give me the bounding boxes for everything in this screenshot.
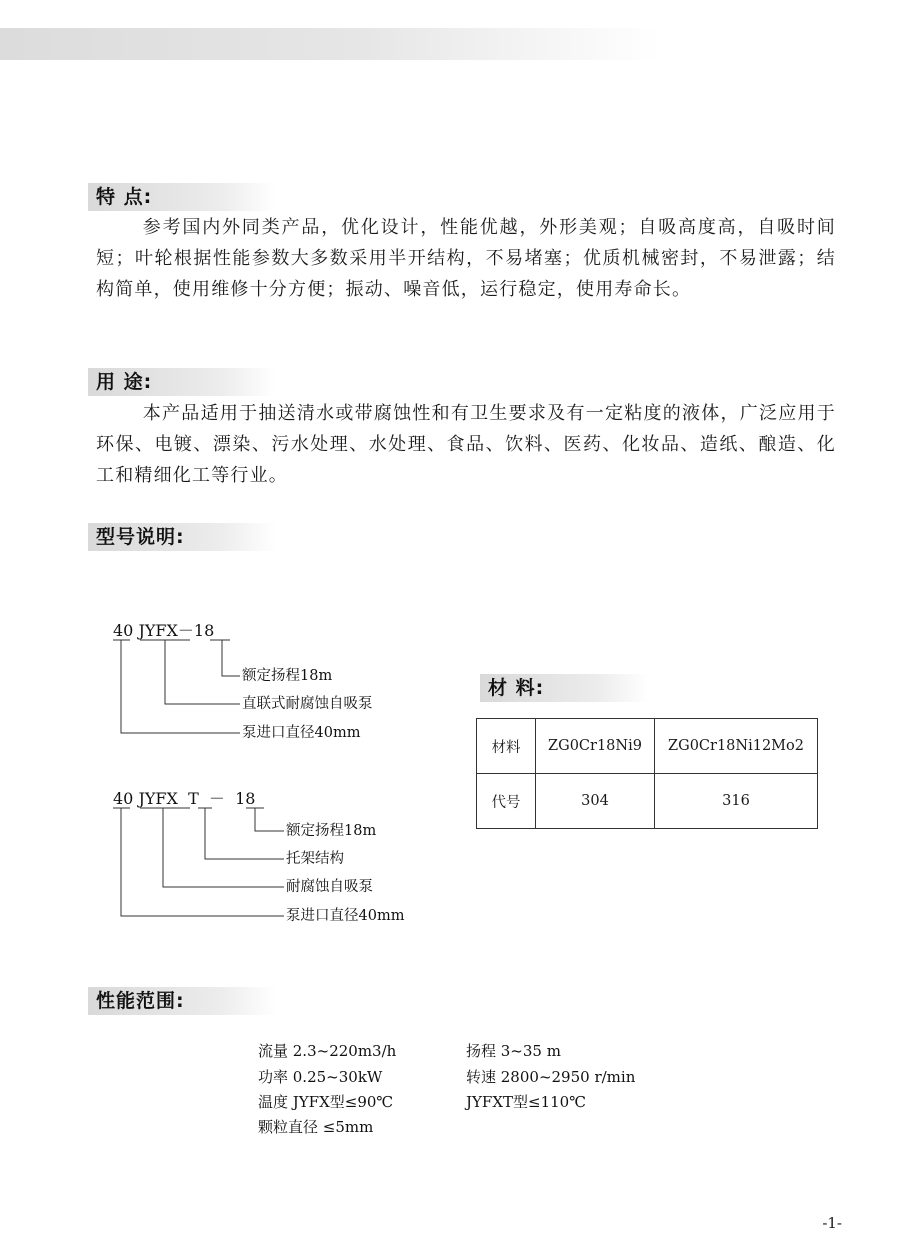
model-code-2: 40 JYFX T － 18	[113, 789, 256, 808]
model2-callout-bracket: 托架结构	[286, 851, 344, 867]
perf-power: 功率 0.25~30kW	[258, 1068, 383, 1086]
materials-heading: 材 料:	[480, 674, 648, 702]
perf-temp-jyfx: 温度 JYFX型≤90℃	[258, 1093, 394, 1111]
table-cell: ZG0Cr18Ni9	[536, 719, 655, 774]
model1-callout-inlet: 泵进口直径40mm	[242, 725, 361, 741]
features-heading: 特 点:	[88, 183, 276, 211]
table-cell: 316	[655, 774, 818, 829]
table-cell: 304	[536, 774, 655, 829]
perf-temp-jyfxt: JYFXT型≤110℃	[466, 1093, 586, 1111]
usage-text: 本产品适用于抽送清水或带腐蚀性和有卫生要求及有一定粘度的液体，广泛应用于环保、电镀、漂染、污水处理、水处理、食品、饮料、医药、化妆品、造纸、酿造、化工和精细化工等行业。	[96, 403, 836, 486]
m2-leader-inlet	[121, 808, 284, 916]
table-cell: ZG0Cr18Ni12Mo2	[655, 719, 818, 774]
model2-callout-head: 额定扬程18m	[286, 823, 377, 839]
m1-leader-type	[165, 640, 240, 704]
page-number: -1-	[822, 1214, 842, 1232]
table-cell: 材料	[477, 719, 536, 774]
performance-heading: 性能范围:	[88, 987, 276, 1015]
m1-leader-head	[222, 640, 240, 676]
m2-leader-head	[255, 808, 284, 831]
model1-callout-head: 额定扬程18m	[242, 668, 333, 684]
perf-head: 扬程 3~35 m	[466, 1042, 561, 1060]
table-row	[477, 719, 818, 774]
perf-speed: 转速 2800~2950 r/min	[466, 1068, 636, 1086]
features-text: 参考国内外同类产品，优化设计，性能优越，外形美观；自吸高度高，自吸时间短；叶轮根据性能参数大多数采用半开结构，不易堵塞；优质机械密封，不易泄露；结构简单，使用维修十分方便；振动、噪音低，运行稳定，使用寿命长。	[96, 217, 836, 300]
usage-heading: 用 途:	[88, 368, 276, 396]
table-row	[477, 774, 818, 829]
m2-leader-type	[163, 808, 284, 887]
perf-flow: 流量 2.3~220m3/h	[258, 1042, 397, 1060]
model-code-1: 40 JYFX－18	[113, 621, 215, 640]
materials-table	[476, 718, 818, 829]
m2-leader-bracket	[205, 808, 284, 859]
model2-callout-type: 耐腐蚀自吸泵	[286, 879, 373, 895]
model-heading: 型号说明:	[88, 523, 276, 551]
model1-callout-type: 直联式耐腐蚀自吸泵	[242, 696, 373, 712]
perf-particle: 颗粒直径 ≤5mm	[258, 1118, 374, 1136]
table-cell: 代号	[477, 774, 536, 829]
model2-callout-inlet: 泵进口直径40mm	[286, 908, 405, 924]
